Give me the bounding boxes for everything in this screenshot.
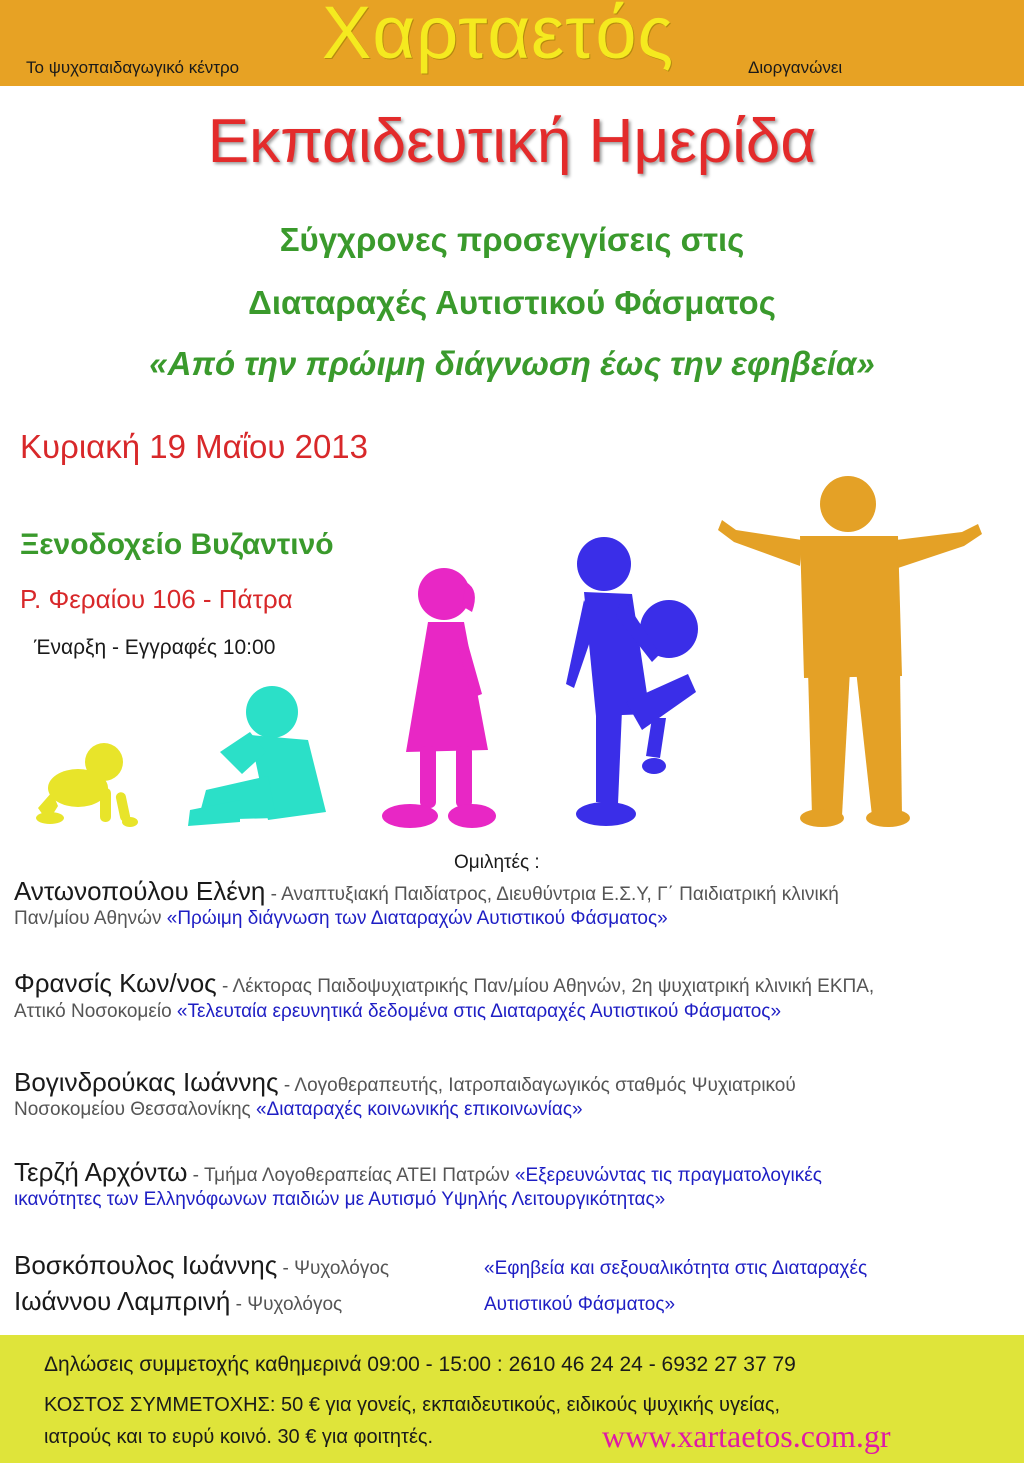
shrugging-adult-icon [716, 470, 986, 830]
speaker-role: Παν/μίου Αθηνών [14, 908, 167, 929]
speaker-2 [14, 968, 874, 999]
speaker-talk: «Διαταραχές κοινωνικής επικοινωνίας» [255, 1099, 583, 1120]
speaker-role: - Ψυχολόγος [277, 1258, 390, 1279]
event-date: Κυριακή 19 Μαΐου 2013 [20, 428, 369, 465]
event-start-time: Έναρξη - Εγγραφές 10:00 [34, 636, 276, 659]
speaker-name: Βοσκόπουλος Ιωάννης [14, 1250, 278, 1280]
speaker-role: - Λογοθεραπευτής, Ιατροπαιδαγωγικός σταθμός Ψυχιατρικού [278, 1075, 796, 1096]
football-boy-icon [556, 534, 716, 834]
organizes-label: Διοργανώνει [748, 58, 843, 77]
speaker-6 [14, 1286, 342, 1317]
event-address: Ρ. Φεραίου 106 - Πάτρα [20, 584, 293, 614]
speaker-role: Νοσοκομείου Θεσσαλονίκης [14, 1099, 256, 1120]
speaker-3 [14, 1067, 796, 1098]
speaker-name: Βογινδρούκας Ιωάννης [14, 1067, 279, 1097]
event-subtitle-2: Διαταραχές Αυτιστικού Φάσματος [248, 284, 776, 321]
website-link[interactable]: www.xartaetos.com.gr [602, 1418, 891, 1454]
event-subtitle-1: Σύγχρονες προσεγγίσεις στις [279, 221, 745, 258]
event-venue: Ξενοδοχείο Βυζαντινό [20, 528, 334, 561]
shared-talk-line-2: Αυτιστικού Φάσματος» [484, 1294, 676, 1315]
crawling-baby-icon [30, 740, 140, 830]
speaker-1 [14, 876, 839, 907]
walking-girl-icon [376, 560, 506, 830]
organizer-label: Το ψυχοπαιδαγωγικό κέντρο [26, 58, 240, 77]
speaker-role: - Αναπτυξιακή Παιδίατρος, Διευθύντρια Ε.Σ.Υ, Γ΄ Παιδιατρική κλινική [265, 884, 839, 905]
event-title: Εκπαιδευτική Ημερίδα [207, 107, 817, 176]
speaker-name: Ιωάννου Λαμπρινή [14, 1286, 231, 1316]
speaker-2-line-2 [14, 1001, 781, 1023]
cost-info-1: ΚΟΣΤΟΣ ΣΥΜΜΕΤΟΧΗΣ: 50 € για γονείς, εκπαιδευτικούς, ειδικούς ψυχικής υγείας, [44, 1394, 781, 1416]
speaker-1-line-2 [14, 908, 668, 930]
shared-talk-line-1: «Εφηβεία και σεξουαλικότητα στις Διαταραχές [484, 1258, 868, 1279]
speaker-talk: «Εξερευνώντας τις πραγματολογικές [514, 1165, 822, 1186]
speaker-role: - Τμήμα Λογοθεραπείας ΑΤΕΙ Πατρών [187, 1165, 515, 1186]
brand-logo: Χαρταετός [322, 0, 675, 74]
speaker-role: Αττικό Νοσοκομείο [14, 1001, 177, 1022]
speaker-name: Αντωνοπούλου Ελένη [14, 876, 266, 906]
speaker-4-line-2 [14, 1189, 665, 1211]
speaker-5 [14, 1250, 389, 1281]
event-subtitle-3: «Από την πρώιμη διάγνωση έως την εφηβεία» [149, 345, 875, 382]
cost-info-2: ιατρούς και το ευρύ κοινό. 30 € για φοιτητές. [44, 1426, 434, 1448]
speaker-name: Φρανσίς Κων/νος [14, 968, 217, 998]
speaker-talk: ικανότητες των Ελληνόφωνων παιδιών με Αυτισμό Υψηλής Λειτουργικότητας» [14, 1189, 666, 1210]
speaker-3-line-2 [14, 1099, 583, 1121]
registration-info: Δηλώσεις συμμετοχής καθημερινά 09:00 - 15:00 : 2610 46 24 24 - 6932 27 37 79 [44, 1353, 796, 1376]
speaker-name: Τερζή Αρχόντω [14, 1157, 188, 1187]
reading-child-icon [180, 680, 330, 830]
speaker-4 [14, 1157, 822, 1188]
speaker-role: - Λέκτορας Παιδοψυχιατρικής Παν/μίου Αθηνών, 2η ψυχιατρική κλινική ΕΚΠΑ, [216, 976, 875, 997]
speaker-talk: «Πρώιμη διάγνωση των Διαταραχών Αυτιστικού Φάσματος» [166, 908, 668, 929]
speakers-heading: Ομιλητές : [454, 852, 540, 873]
speaker-talk: «Τελευταία ερευνητικά δεδομένα στις Διαταραχές Αυτιστικού Φάσματος» [176, 1001, 782, 1022]
speaker-role: - Ψυχολόγος [230, 1294, 343, 1315]
